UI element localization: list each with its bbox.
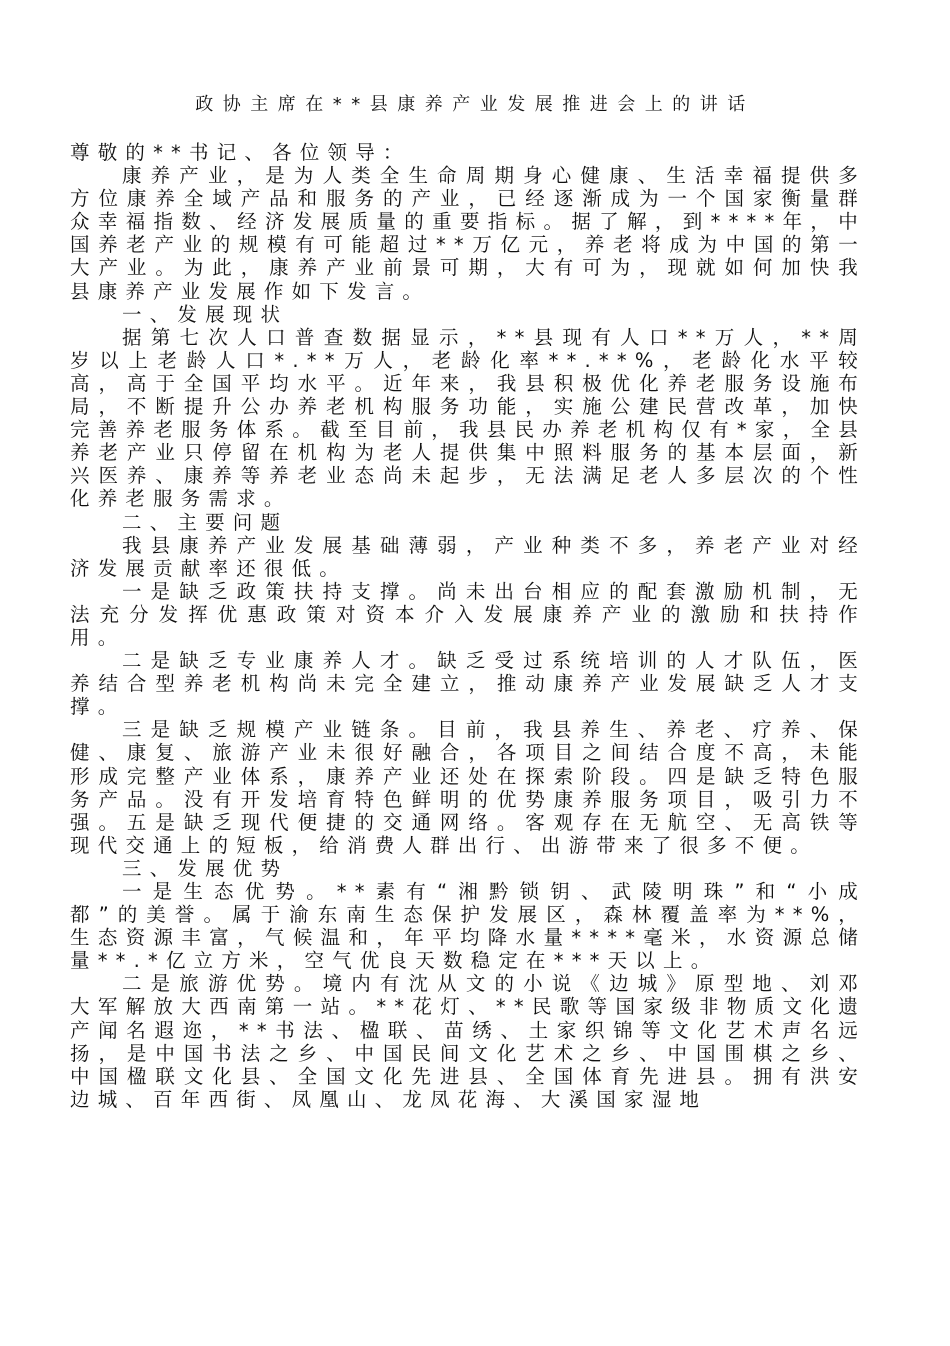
- section-status-paragraph: 据第七次人口普查数据显示，**县现有人口**万人，**周岁以上老龄人口*.**万人，老龄化率**.**%，老龄化水平较高，高于全国平均水平。近年来，我县积极优化养老服务设施布局，不断提升公办养老机构服务功能，实施公建民营改革，加快完善养老服务体系。截至目前，我县民办养老机构仅有*家，全县养老产业只停留在机构为老人提供集中照料服务的基本层面，新兴医养、康养等养老业态尚未起步，无法满足老人多层次的个性化养老服务需求。: [70, 325, 866, 511]
- problem-point: 一是缺乏政策扶持支撑。尚未出台相应的配套激励机制，无法充分发挥优惠政策对资本介入发展康养产业的激励和扶持作用。: [70, 579, 866, 649]
- problem-point: 二是缺乏专业康养人才。缺乏受过系统培训的人才队伍，医养结合型养老机构尚未完全建立，推动康养产业发展缺乏人才支撑。: [70, 649, 866, 719]
- advantage-point: 二是旅游优势。境内有沈从文的小说《边城》原型地、刘邓大军解放大西南第一站。**花灯、**民歌等国家级非物质文化遗产闻名遐迩，**书法、楹联、苗绣、土家织锦等文化艺术声名远扬，是中国书法之乡、中国民间文化艺术之乡、中国围棋之乡、中国楹联文化县、全国文化先进县、全国体育先进县。拥有洪安边城、百年西街、凤凰山、龙凤花海、大溪国家湿地: [70, 972, 866, 1111]
- section-heading-problems: 二、主要问题: [122, 510, 289, 534]
- document-body: [70, 141, 866, 1111]
- document-title: 政协主席在**县康养产业发展推进会上的讲话: [195, 94, 755, 115]
- intro-paragraph: 康养产业，是为人类全生命周期身心健康、生活幸福提供多方位康养全域产品和服务的产业，已经逐渐成为一个国家衡量群众幸福指数、经济发展质量的重要指标。据了解，到****年，中国养老产业的规模有可能超过**万亿元，养老将成为中国的第一大产业。为此，康养产业前景可期，大有可为，现就如何加快我县康养产业发展作如下发言。: [70, 164, 866, 303]
- problem-point: 三是缺乏规模产业链条。目前，我县养生、养老、疗养、保健、康复、旅游产业未很好融合，各项目之间结合度不高，未能形成完整产业体系，康养产业还处在探索阶段。四是缺乏特色服务产品。没有开发培育特色鲜明的优势康养服务项目，吸引力不强。五是缺乏现代便捷的交通网络。客观存在无航空、无高铁等现代交通上的短板，给消费人群出行、出游带来了很多不便。: [70, 718, 866, 857]
- salutation: 尊敬的**书记、各位领导：: [70, 141, 411, 164]
- section-heading-advantages: 三、发展优势: [122, 856, 289, 880]
- advantage-point: 一是生态优势。**素有“湘黔锁钥、武陵明珠”和“小成都”的美誉。属于渝东南生态保护发展区，森林覆盖率为**%，生态资源丰富，气候温和，年平均降水量****毫米，水资源总储量**.*亿立方米，空气优良天数稳定在***天以上。: [70, 880, 866, 973]
- section-heading-status: 一、发展现状: [122, 302, 289, 326]
- section-problems-paragraph: 我县康养产业发展基础薄弱，产业种类不多，养老产业对经济发展贡献率还很低。: [70, 533, 866, 580]
